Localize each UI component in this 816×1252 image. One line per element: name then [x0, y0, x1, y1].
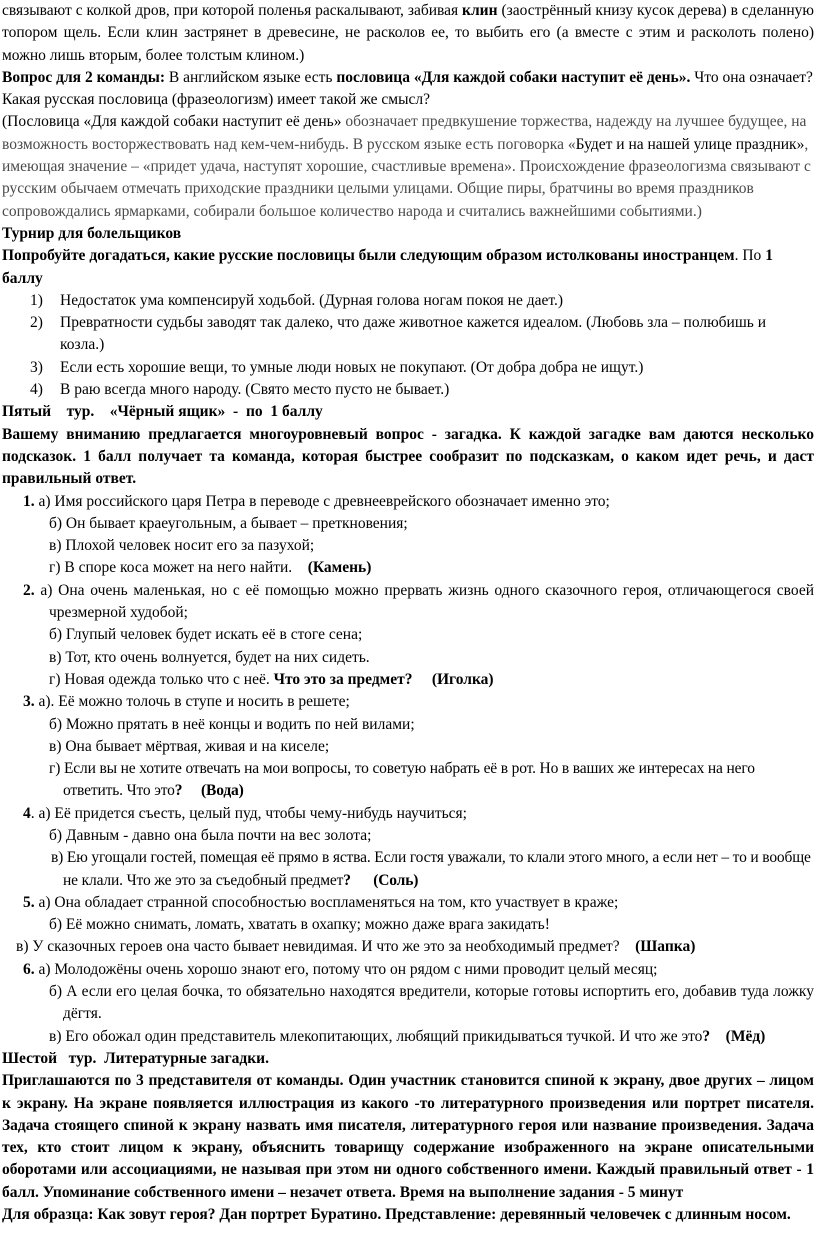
fans-list	[2, 290, 814, 401]
question-team-2	[2, 67, 814, 112]
riddle-answer: (Соль)	[350, 871, 419, 889]
list-item: 1) Недостаток ума компенсируй ходьбой. (Дурная голова ногам покоя не дает.)	[30, 291, 563, 309]
fans-task-text: Попробуйте догадаться, какие русские пословицы были следующим образом истолкованы иностранцем	[2, 247, 735, 265]
riddle-answer: (Шапка)	[635, 938, 696, 956]
riddle-5-c: в) У сказочных героев она часто бывает невидимая. И что же это за необходимый предмет? (Шапка)	[16, 938, 696, 956]
riddle-1-d: г) В споре коса может на него найти. (Камень)	[49, 559, 372, 577]
intro-bold-word: клин	[462, 2, 498, 19]
riddle-1-a: 1. а) Имя российского царя Петра в переводе с древнееврейского обозначает именно это;	[23, 492, 610, 510]
question-text-tail: Что она означает? Какая русская пословица (фразеологизм) имеет такой же смысл?	[2, 68, 813, 109]
list-item: 3) Если есть хорошие вещи, то умные люди новых не покупают. (От добра добра не ищут.)	[30, 358, 644, 376]
proverb-english: пословица «Для каждой собаки наступит её день».	[336, 68, 691, 86]
riddle-4-b: б) Давным - давно она была почти на вес золота;	[49, 826, 372, 844]
round-5-title: Пятый тур. «Чёрный ящик» - по 1 баллу	[2, 403, 323, 421]
list-item: 2) Превратности судьбы заводят так далеко, что даже животное кажется идеалом. (Любовь зла – полюбишь и козла.)	[30, 314, 767, 354]
riddle-2-c: в) Тот, кто очень волнуется, будет на них сидеть.	[49, 648, 370, 666]
question-label: Вопрос для 2 команды:	[2, 68, 165, 86]
riddle-3-d: г) Если вы не хотите отвечать на мои вопросы, то советую набрать её в рот. Но в ваших же интересах на него ответить. Что это? (Вода)	[49, 760, 755, 800]
round-6-title: Шестой тур. Литературные загадки.	[2, 1049, 269, 1067]
answer-text-3: , имеющая значение – «придет удача, наступят хорошие, счастливые времена». Происхождение фразеологизма связывают с русским обычаем отмечать приходские праздники целыми улицами. Общие пиры, братчины во время праздников сопровождались ярмарками, собирали большое количество народа и считались важнейшими событиями.)	[2, 135, 811, 220]
riddle-6-b: б) А если его целая бочка, то обязательно находятся вредители, которые готовы испортить его, добавив туда ложку дёгтя.	[49, 983, 814, 1023]
riddle-6-c: в) Его обожал один представитель млекопитающих, любящий прикидываться тучкой. И что же это? (Мёд)	[49, 1027, 766, 1045]
riddle-5-b: б) Её можно снимать, ломать, хватать в охапку; можно даже врага закидать!	[49, 916, 550, 934]
answer-text-2: обозначает предвкушение торжества, надежду на лучшее будущее, на возможность восторжествовать над кем-чем-нибудь. В русском языке есть поговорка «	[2, 113, 807, 153]
round-5-intro: Вашему вниманию предлагается многоуровневый вопрос - загадка. К каждой загадке вам даются несколько подсказок. 1 балл получает та команда, которая быстрее сообразит по подсказкам, о каком идет речь, и даст правильный ответ.	[2, 425, 814, 488]
riddle-2-d: г) Новая одежда только что с неё. Что это за предмет? (Иголка)	[49, 670, 494, 688]
riddle-answer: (Камень)	[307, 559, 372, 577]
riddle-answer: (Иголка)	[412, 670, 494, 688]
riddle-answer: (Мёд)	[710, 1027, 766, 1045]
intro-paragraph	[2, 0, 814, 67]
intro-rest: (заострённый книзу кусок дерева) в сделанную топором щель. Если клин застрянет в древесине, не расколов ее, то выбить его (а вместе с этим и расколоть полено) можно лишь вторым, более толстым клином.)	[2, 2, 814, 64]
answer-text-1: (Пословица «Для каждой собаки наступит её день»	[2, 113, 342, 131]
riddle-2-b: б) Глупый человек будет искать её в стоге сена;	[49, 626, 363, 644]
riddle-1-c: в) Плохой человек носит его за пазухой;	[49, 537, 315, 555]
answer-team-2	[2, 111, 814, 222]
riddle-1-b: б) Он бывает краеугольным, а бывает – преткновения;	[49, 514, 408, 532]
fans-task-tail: . По	[734, 247, 766, 265]
list-item: 4) В раю всегда много народу. (Свято место пусто не бывает.)	[30, 381, 450, 399]
riddle-5-a: 5. а) Она обладает странной способностью воспламеняться на том, кто участвует в краже;	[23, 893, 619, 911]
round-6-intro: Приглашаются по 3 представителя от команды. Один участник становится спиной к экрану, двое других – лицом к экрану. На экране появляется иллюстрация из какого -то литературного произведения или портрет писателя. Задача стоящего спиной к экрану назвать имя писателя, литературного героя или название произведения. Задача тех, кто стоит лицом к экрану, объяснить товарищу содержание изображенного на экране описательными оборотами или ассоциациями, не называя при этом ни одного собственного имени. Каждый правильный ответ - 1 балл. Упоминание собственного имени – незачет ответа. Время на выполнение задания - 5 минут	[2, 1072, 814, 1201]
riddle-3-c: в) Она бывает мёртвая, живая и на киселе;	[49, 737, 330, 755]
riddle-2-a: 2. а) Она очень маленькая, но с её помощью можно прервать жизнь одного сказочного героя, отличающегося своей чрезмерной худобой;	[23, 581, 814, 622]
riddle-3-a: 3. а). Её можно толочь в ступе и носить в решете;	[23, 693, 350, 711]
fans-title: Турнир для болельщиков	[2, 224, 182, 242]
round-6-example: Для образца: Как зовут героя? Дан портрет Буратино. Представление: деревянный человечек с длинным носом.	[2, 1206, 791, 1224]
intro-text: связывают с колкой дров, при которой поленья раскалывают, забивая	[2, 2, 463, 19]
riddle-4-a: 4. а) Её придется съесть, целый пуд, чтобы чему-нибудь научиться;	[23, 804, 467, 822]
russian-proverb: Будет и на нашей улице праздник»	[575, 135, 805, 153]
riddle-6-a: 6. а) Молодожёны очень хорошо знают его, потому что он рядом с ними проводит целый месяц;	[23, 960, 658, 978]
fans-task	[2, 245, 814, 290]
question-text: В английском языке есть	[165, 68, 337, 86]
riddle-answer: (Вода)	[182, 782, 244, 800]
riddle-4-c: в) Ею угощали гостей, помещая её прямо в яства. Если гостя уважали, то клали этого много, а если нет – то и вообще не клали. Что же это за съедобный предмет? (Соль)	[51, 849, 811, 889]
riddle-3-b: б) Можно прятать в неё концы и водить по ней вилами;	[49, 715, 415, 733]
fans-task-score: 1 баллу	[2, 247, 773, 287]
